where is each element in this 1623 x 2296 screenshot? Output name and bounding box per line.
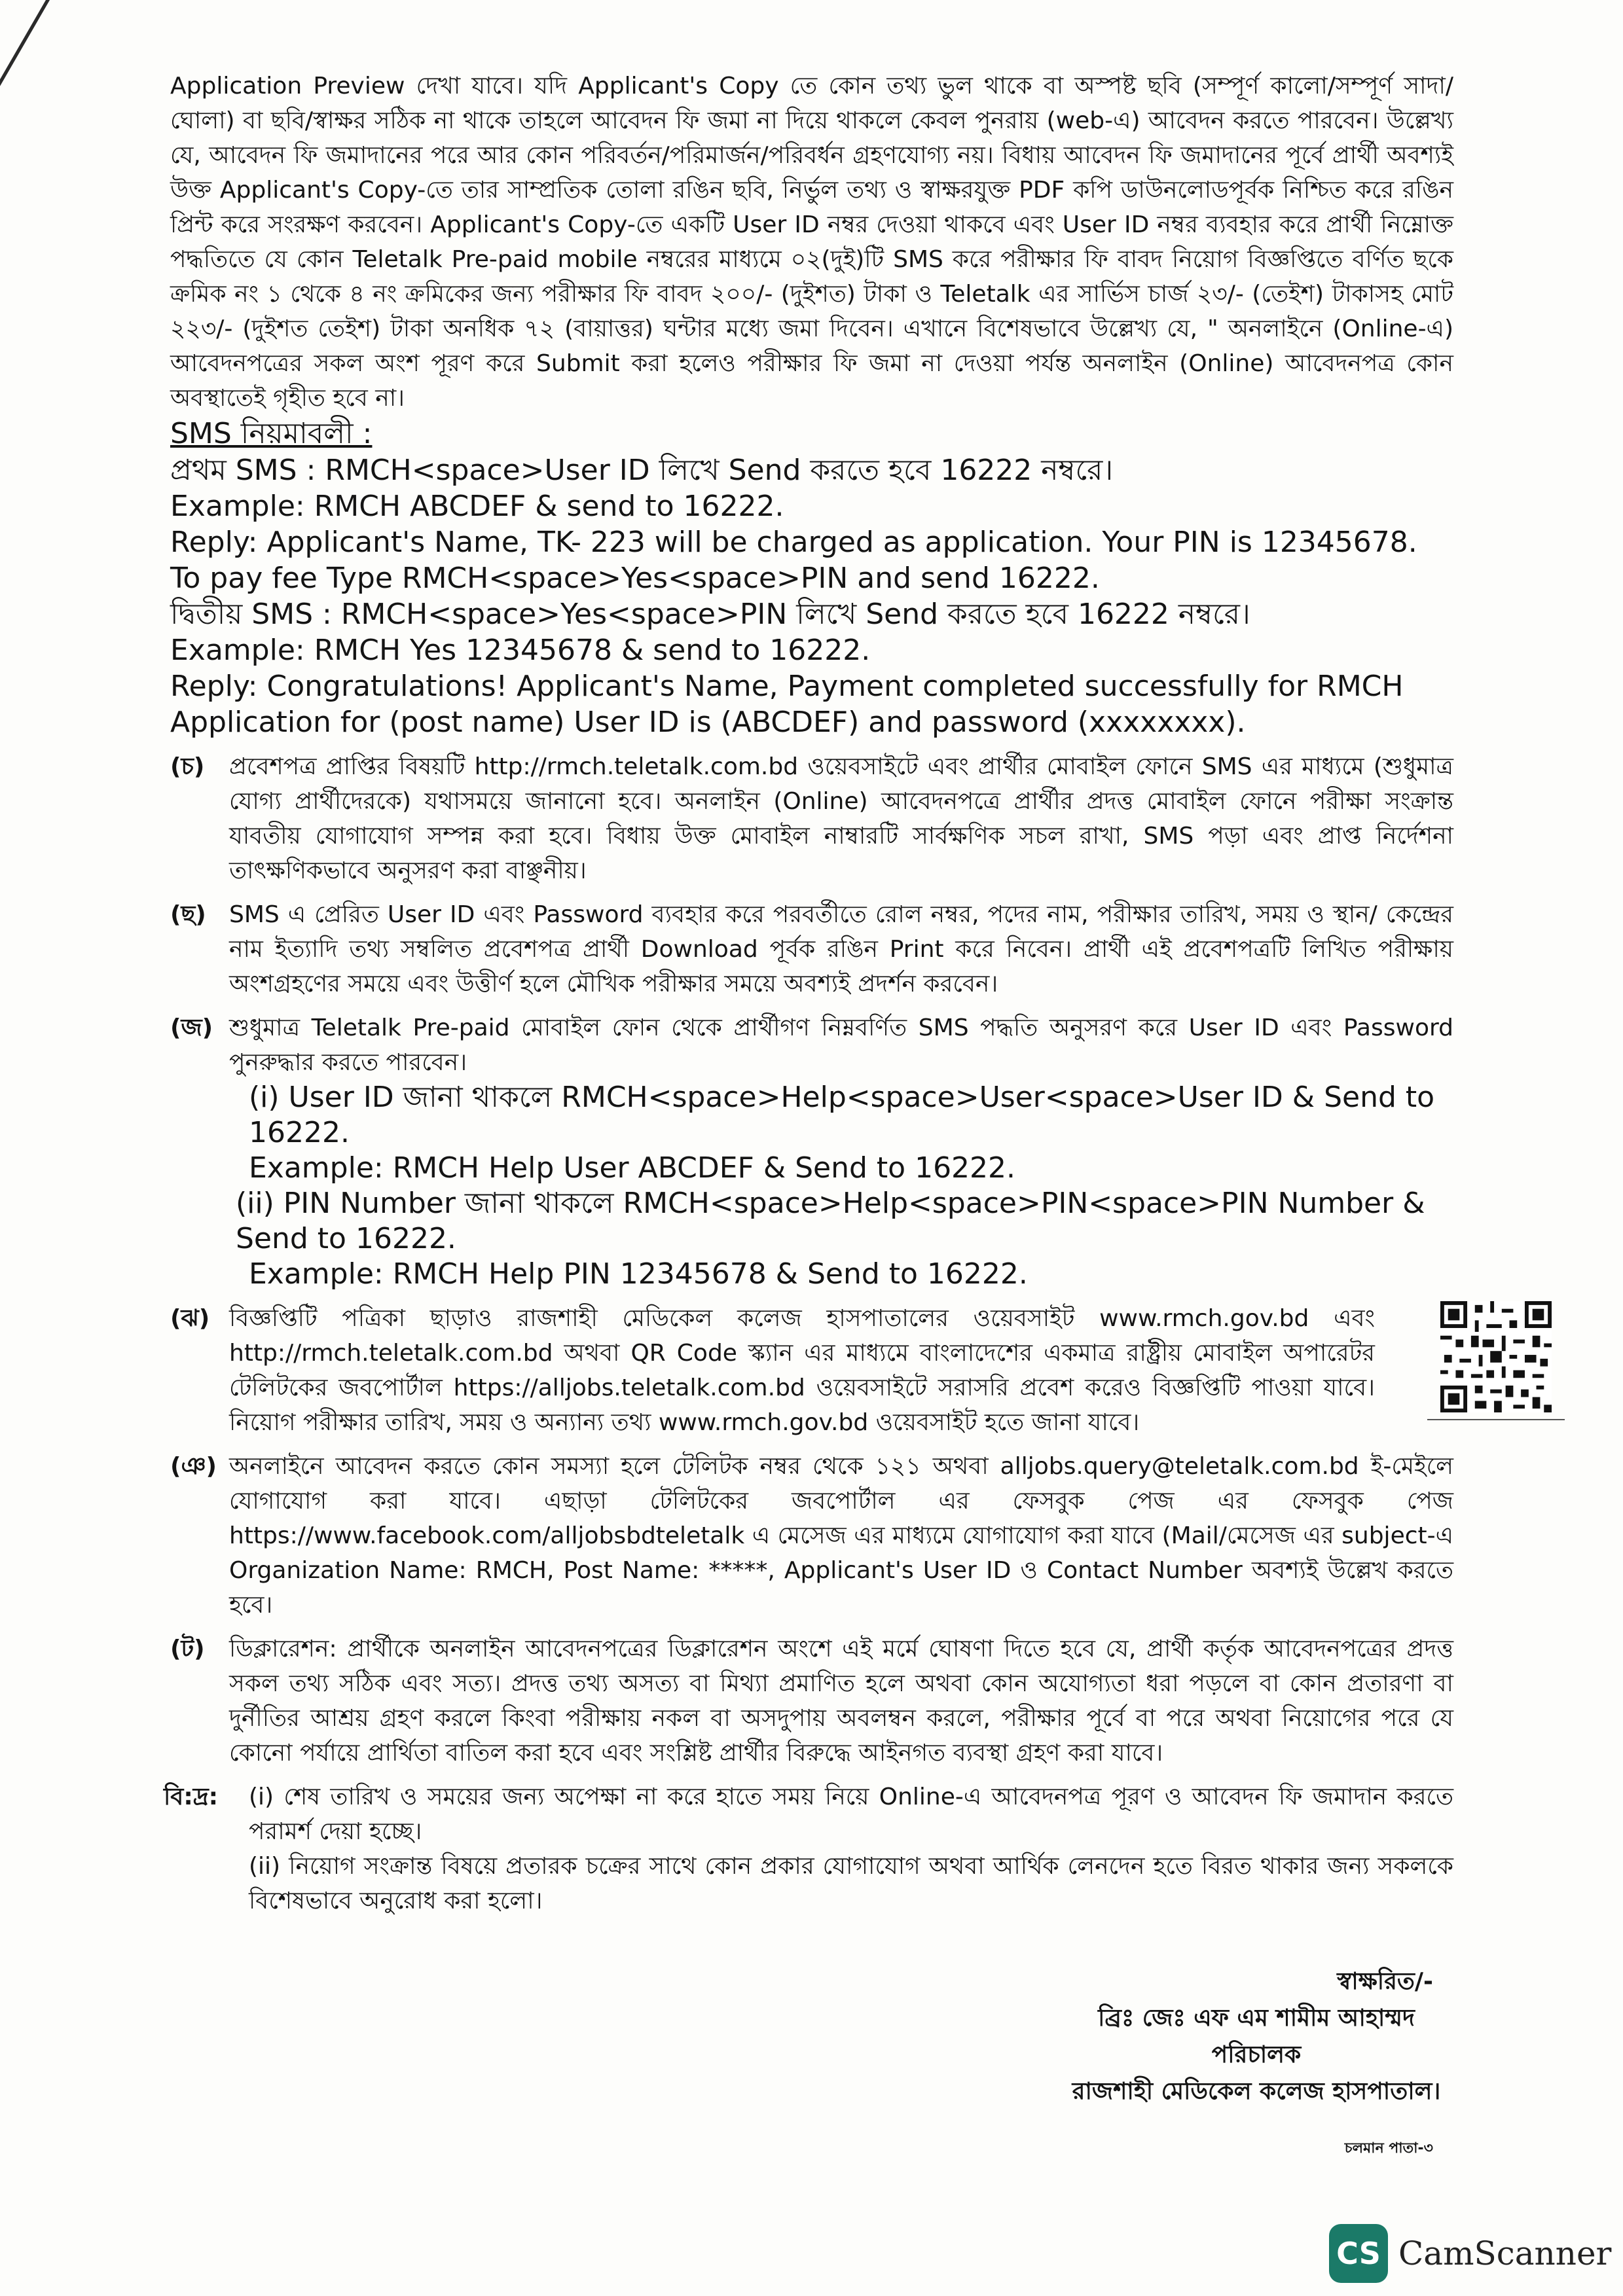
item-nya-mark: (ঞ) (170, 1453, 217, 1480)
first-sms-instruction: প্রথম SMS : RMCH<space>User ID লিখে Send করতে হবে 16222 নম্বরে। (170, 454, 1114, 487)
qr-divider (1427, 1419, 1565, 1420)
signatory-name: ব্রিঃ জেঃ এফ এম শামীম আহাম্মদ (1098, 2005, 1415, 2032)
camscanner-logo-icon: CS (1329, 2224, 1388, 2283)
item-ta (170, 1632, 1453, 1770)
recovery-pin: (ii) PIN Number জানা থাকলে RMCH<space>Help<space>PIN<space>PIN Number & Send to 16222. (236, 1187, 1425, 1255)
item-cha (170, 749, 1453, 888)
note-block (164, 1780, 1453, 1918)
scan-edge-line (0, 0, 50, 131)
item-jha (170, 1301, 1453, 1440)
item-nya (170, 1449, 1453, 1623)
item-nya-text: অনলাইনে আবেদন করতে কোন সমস্যা হলে টেলিটক নম্বর থেকে ১২১ অথবা alljobs.query@teletalk.com.bd ই-মেইলে যোগাযোগ করা যাবে। এছাড়া টেলিটকের জবপোর্টাল এর ফেসবুক পেজ এর ফেসবুক পেজ https://www.facebook.com/alljobsbdteletalk এ মেসেজ এর মাধ্যমে যোগাযোগ করা যাবে (Mail/মেসেজ এর subject-এ Organization Name: RMCH, Post Name: *****, Applicant's User ID ও Contact Number অবশ্যই উল্লেখ করতে হবে। (229, 1453, 1453, 1619)
recovery-user-id-example: Example: RMCH Help User ABCDEF & Send to 16222. (249, 1151, 1016, 1185)
signed-label: স্বাক্ষরিত/- (1337, 1968, 1433, 1995)
recovery-pin-example: Example: RMCH Help PIN 12345678 & Send to 16222. (249, 1257, 1028, 1291)
item-ta-mark: (ট) (170, 1636, 205, 1662)
second-sms-example: Example: RMCH Yes 12345678 & send to 16222. (170, 634, 871, 667)
camscanner-watermark (1329, 2224, 1611, 2283)
first-sms-reply: Reply: Applicant's Name, TK- 223 will be charged as application. Your PIN is 12345678. To pay fee Type RMCH<space>Yes<space>PIN and send 16222. (170, 526, 1417, 595)
note-mark: বি:দ্র: (164, 1784, 219, 1810)
item-ta-text: ডিক্লারেশন: প্রার্থীকে অনলাইন আবেদনপত্রের ডিক্লারেশন অংশে এই মর্মে ঘোষণা দিতে হবে যে, প্রার্থী কর্তৃক আবেদনপত্রের প্রদত্ত সকল তথ্য সঠিক এবং সত্য। প্রদত্ত তথ্য অসত্য বা মিথ্যা প্রমাণিত হলে অথবা কোন অযোগ্যতা ধরা পড়লে বা কোন প্রতারণা বা দুর্নীতির আশ্রয় গ্রহণ করলে কিংবা পরীক্ষায় নকল বা অসদুপায় অবলম্বন করলে, পরীক্ষার পূর্বে বা পরে অথবা নিয়োগের পরে যে কোনো পর্যায়ে প্রার্থিতা বাতিল করা হবে এবং সংশ্লিষ্ট প্রার্থীর বিরুদ্ধে আইনগত ব্যবস্থা গ্রহণ করা যাবে। (229, 1636, 1453, 1767)
item-chha (170, 897, 1453, 1001)
camscanner-text: CamScanner (1398, 2234, 1612, 2272)
note-line-1: (i) শেষ তারিখ ও সময়ের জন্য অপেক্ষা না করে হাতে সময় নিয়ে Online-এ আবেদনপত্র পূরণ ও আবেদন ফি জমাদান করতে পরামর্শ দেয়া হচ্ছে। (249, 1784, 1453, 1845)
item-jha-text: বিজ্ঞপ্তিটি পত্রিকা ছাড়াও রাজশাহী মেডিকেল কলেজ হাসপাতালের ওয়েবসাইট www.rmch.gov.bd এবং http://rmch.teletalk.com.bd অথবা QR Code স্ক্যান এর মাধ্যমে বাংলাদেশের একমাত্র রাষ্ট্রীয় মোবাইল অপারেটর টেলিটকের জবপোর্টাল https://alljobs.teletalk.com.bd ওয়েবসাইটে সরাসরি প্রবেশ করেও বিজ্ঞপ্তিটি পাওয়া যাবে। নিয়োগ পরীক্ষার তারিখ, সময় ও অন্যান্য তথ্য www.rmch.gov.bd ওয়েবসাইট হতে জানা যাবে। (229, 1305, 1375, 1436)
item-ja-mark: (জ) (170, 1014, 213, 1041)
second-sms-reply: Reply: Congratulations! Applicant's Name, Payment completed successfully for RMCH Application for (post name) User ID is (ABCDEF) and password (xxxxxxxx). (170, 670, 1404, 739)
intro-paragraph: Application Preview দেখা যাবে। যদি Applicant's Copy তে কোন তথ্য ভুল থাকে বা অস্পষ্ট ছবি (সম্পূর্ণ কালো/সম্পূর্ণ সাদা/ঘোলা) বা ছবি/স্বাক্ষর সঠিক না থাকে তাহলে আবেদন ফি জমা না দিয়ে থাকলে কেবল পুনরায় (web-এ) আবেদন করতে পারবেন। উল্লেখ্য যে, আবেদন ফি জমাদানের পরে আর কোন পরিবর্তন/পরিমার্জন/পরিবর্ধন গ্রহণযোগ্য নয়। বিধায় আবেদন ফি জমাদানের পূর্বে প্রার্থী অবশ্যই উক্ত Applicant's Copy-তে তার সাম্প্রতিক তোলা রঙিন ছবি, নির্ভুল তথ্য ও স্বাক্ষরযুক্ত PDF কপি ডাউনলোডপূর্বক নিশ্চিত করে রঙিন প্রিন্ট করে সংরক্ষণ করবেন। Applicant's Copy-তে একটি User ID নম্বর দেওয়া থাকবে এবং User ID নম্বর ব্যবহার করে প্রার্থী নিম্নোক্ত পদ্ধতিতে যে কোন Teletalk Pre-paid mobile নম্বরের মাধ্যমে ০২(দুই)টি SMS করে পরীক্ষার ফি বাবদ নিয়োগ বিজ্ঞপ্তিতে বর্ণিত ছকে ক্রমিক নং ১ থেকে ৪ নং ক্রমিকের জন্য পরীক্ষার ফি বাবদ ২০০/- (দুইশত) টাকা ও Teletalk এর সার্ভিস চার্জ ২৩/- (তেইশ) টাকাসহ মোট ২২৩/- (দুইশত তেইশ) টাকা অনধিক ৭২ (বায়াত্তর) ঘন্টার মধ্যে জমা দিবেন। এখানে বিশেষভাবে উল্লেখ্য যে, " অনলাইনে (Online-এ) আবেদনপত্রের সকল অংশ পূরণ করে Submit করা হলেও পরীক্ষার ফি জমা না দেওয়া পর্যন্ত অনলাইন (Online) আবেদনপত্র কোন অবস্থাতেই গৃহীত হবে না। (170, 73, 1453, 412)
signatory-designation: পরিচালক (1211, 2041, 1302, 2068)
sms-rules-heading: SMS নিয়মাবলী : (170, 417, 373, 450)
document-page (164, 69, 1453, 1918)
item-jha-mark: (ঝ) (170, 1305, 210, 1332)
recovery-user-id: (i) User ID জানা থাকলে RMCH<space>Help<space>User<space>User ID & Send to 16222. (249, 1081, 1435, 1149)
note-line-2: (ii) নিয়োগ সংক্রান্ত বিষয়ে প্রতারক চক্রের সাথে কোন প্রকার যোগাযোগ অথবা আর্থিক লেনদেন হতে বিরত থাকার জন্য সকলকে বিশেষভাবে অনুরোধ করা হলো। (249, 1853, 1453, 1914)
item-chha-text: SMS এ প্রেরিত User ID এবং Password ব্যবহার করে পরবর্তীতে রোল নম্বর, পদের নাম, পরীক্ষার তারিখ, সময় ও স্থান/ কেন্দ্রের নাম ইত্যাদি তথ্য সম্বলিত প্রবেশপত্র প্রার্থী Download পূর্বক রঙিন Print করে নিবেন। প্রার্থী এই প্রবেশপত্রটি লিখিত পরীক্ষায় অংশগ্রহণের সময়ে এবং উত্তীর্ণ হলে মৌখিক পরীক্ষার সময়ে অবশ্যই প্রদর্শন করবেন। (229, 901, 1453, 997)
item-chha-mark: (ছ) (170, 901, 206, 928)
first-sms-example: Example: RMCH ABCDEF & send to 16222. (170, 490, 784, 523)
qr-code-icon[interactable] (1440, 1301, 1552, 1412)
item-cha-text: প্রবেশপত্র প্রাপ্তির বিষয়টি http://rmch.teletalk.com.bd ওয়েবসাইটে এবং প্রার্থীর মোবাইল ফোনে SMS এর মাধ্যমে (শুধুমাত্র যোগ্য প্রার্থীদেরকে) যথাসময়ে জানানো হবে। অনলাইন (Online) আবেদনপত্রে প্রার্থীর প্রদত্ত মোবাইল ফোনে পরীক্ষা সংক্রান্ত যাবতীয় যোগাযোগ সম্পন্ন করা হবে। বিধায় উক্ত মোবাইল নাম্বারটি সার্বক্ষণিক সচল রাখা, SMS পড়া এবং প্রাপ্ত নির্দেশনা তাৎক্ষণিকভাবে অনুসরণ করা বাঞ্ছনীয়। (229, 753, 1453, 884)
continued-page-label: চলমান পাতা-৩ (1344, 2140, 1433, 2157)
signatory-office: রাজশাহী মেডিকেল কলেজ হাসপাতাল। (1072, 2078, 1441, 2105)
item-ja (170, 1011, 1453, 1292)
signature-block (1060, 1964, 1453, 2110)
second-sms-instruction: দ্বিতীয় SMS : RMCH<space>Yes<space>PIN লিখে Send করতে হবে 16222 নম্বরে। (170, 598, 1250, 631)
item-ja-text: শুধুমাত্র Teletalk Pre-paid মোবাইল ফোন থেকে প্রার্থীগণ নিম্নবর্ণিত SMS পদ্ধতি অনুসরণ করে User ID এবং Password পুনরুদ্ধার করতে পারবেন। (229, 1014, 1453, 1076)
item-cha-mark: (চ) (170, 753, 205, 780)
